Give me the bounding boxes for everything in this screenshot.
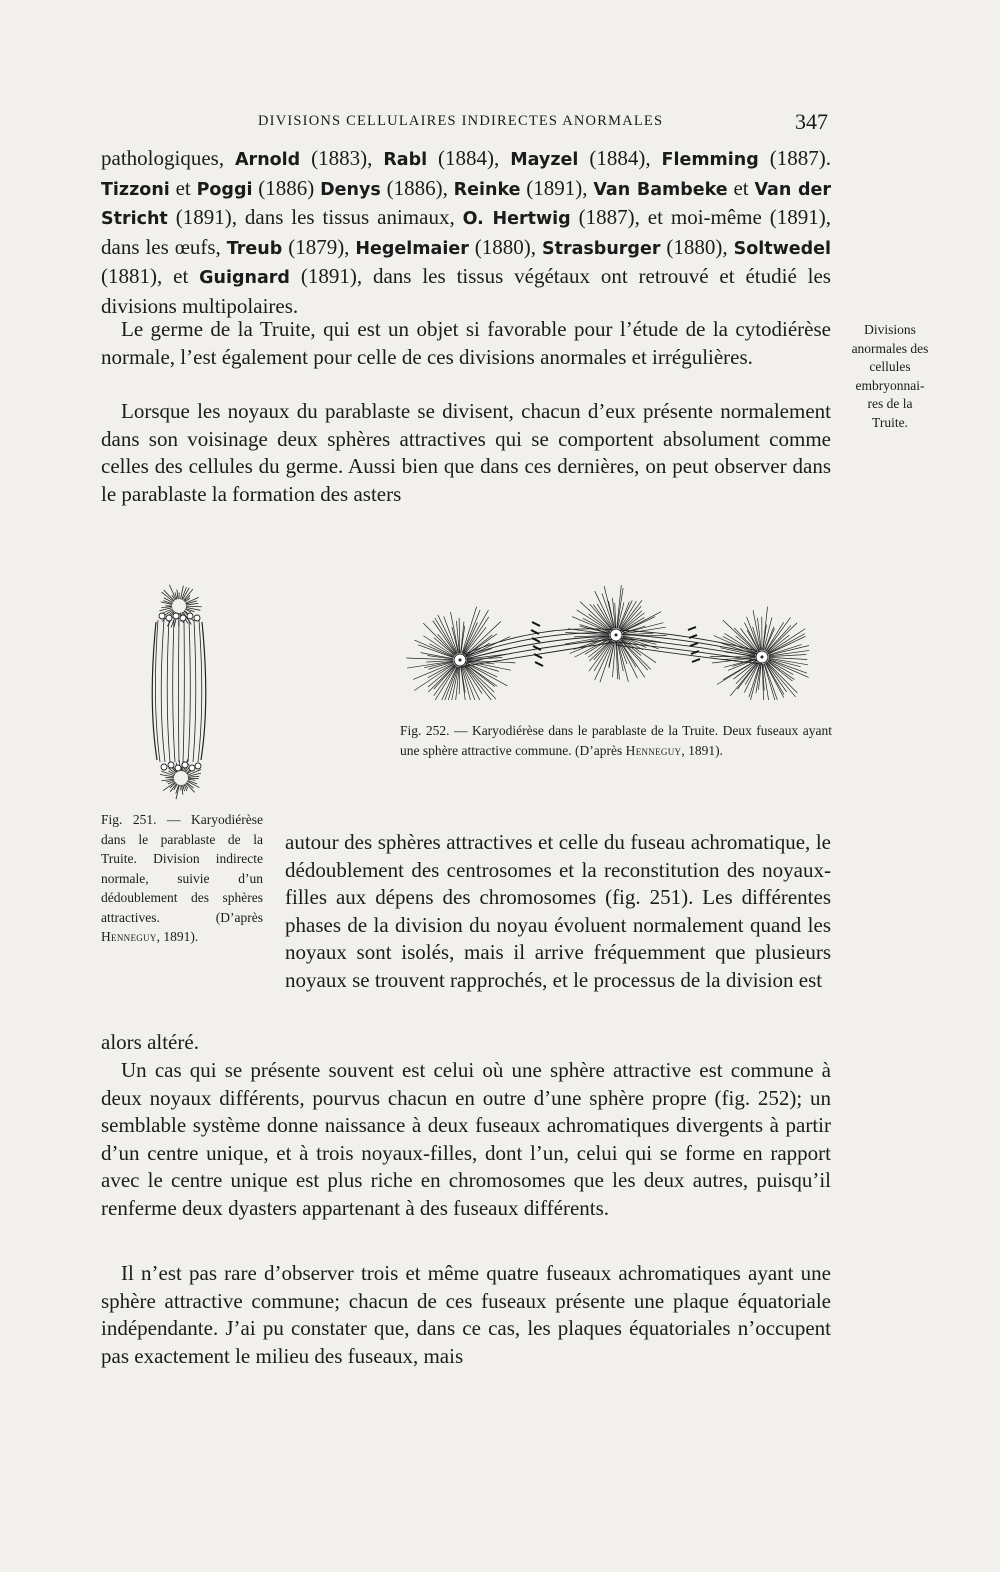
caption-author: Henneguy	[625, 742, 682, 758]
paragraph-authors: pathologiques, Arnold (1883), Rabl (1884), Mayzel (1884), Flemming (1887). Tizzoni et Poggi (1886) Denys (1886), Reinke (1891), Van Bambeke et Van der Stricht (1891), dans les tissus animaux, O. Hertwig (1887), et moi-même (1891), dans les œufs, Treub (1879), Hegelmaier (1880), Strasburger (1880), Soltwedel (1881), et Guignard (1891), dans les tissus végétaux ont retrouvé et étudié les divisions multipolaires.	[101, 146, 832, 318]
figure-252-illustration	[398, 578, 822, 700]
author-hertwig: O. Hertwig	[462, 209, 571, 229]
page-number: 347	[795, 109, 828, 134]
page-header	[258, 109, 828, 133]
author-tizzoni: Tizzoni	[101, 179, 170, 200]
margin-note-line: cellules	[869, 359, 911, 374]
author-hegelmaier: Hegelmaier	[355, 238, 469, 259]
paragraph-continued-beside-figure: autour des sphères attractives et celle du fuseau achromatique, le dédoublement des centrosomes et la reconstitution des noyaux-filles aux dépens des chromosomes (fig. 251). Les différentes phases de la division du noyau évoluent normalement quand les noyaux sont isolés, mais il arrive fréquemment que plusieurs noyaux se trouvent rapprochés, et le processus de la division est	[285, 830, 831, 992]
author-treub: Treub	[226, 238, 283, 259]
author-rabl: Rabl	[383, 150, 428, 170]
author-flemming: Flemming	[661, 150, 759, 170]
figure-252-caption: Fig. 252. — Karyodiérèse dans le parablaste de la Truite. Deux fuseaux ayant une sphère attractive commune. (D’après Henneguy, 1891).	[400, 723, 832, 758]
margin-note-line: Divisions	[864, 322, 916, 337]
author-reinke: Reinke	[453, 179, 521, 200]
author-poggi: Poggi	[196, 179, 253, 200]
margin-note	[836, 321, 944, 432]
figure-251-caption: Fig. 251. — Karyodiérèse dans le parablaste de la Truite. Division indirecte normale, suivie d’un dédoublement des sphères attractives. (D’après Henneguy, 1891).	[101, 812, 263, 944]
paragraph-multiple-spindles: Il n’est pas rare d’observer trois et même quatre fuseaux achromatiques ayant une sphère attractive commune; chacun de ces fuseaux présente une plaque équatoriale indépendante. J’ai pu constater que, dans ce cas, les plaques équatoriales n’occupent pas exactement le milieu des fuseaux, mais	[101, 1261, 831, 1368]
paragraph-shared-sphere: Un cas qui se présente souvent est celui où une sphère attractive est commune à deux noyaux différents, pourvus chacun en outre d’une sphère propre (fig. 252); un semblable système donne naissance à deux fuseaux achromatiques divergents à partir d’un centre unique, et à trois noyaux-filles, dont l’un, celui qui se forme en rapport avec le centre unique est plus riche en chromosomes que les deux autres, puisqu’il renferme deux dyasters appartenant à des fuseaux différents.	[101, 1058, 831, 1220]
figure-251-illustration	[138, 582, 220, 802]
author-denys: Denys	[320, 179, 381, 200]
margin-note-line: res de la	[867, 396, 913, 411]
margin-note-line: anormales des	[851, 340, 929, 356]
paragraph-germe: Le germe de la Truite, qui est un objet si favorable pour l’étude de la cytodiérèse normale, l’est également pour celle de ces divisions anormales et irrégulières.	[101, 317, 831, 369]
running-title: DIVISIONS CELLULAIRES INDIRECTES ANORMALES	[258, 113, 664, 129]
author-van-bambeke: Van Bambeke	[593, 179, 728, 200]
author-soltwedel: Soltwedel	[733, 238, 832, 259]
caption-author: Henneguy	[101, 929, 157, 944]
author-van-der-stricht: Van der Stricht	[101, 179, 831, 229]
author-mayzel: Mayzel	[510, 150, 579, 170]
author-guignard: Guignard	[199, 268, 290, 288]
margin-note-line: Truite.	[872, 414, 908, 430]
paragraph-end-line: alors altéré.	[101, 1030, 199, 1054]
author-arnold: Arnold	[235, 150, 301, 170]
author-strasburger: Strasburger	[541, 238, 661, 259]
paragraph-noyaux: Lorsque les noyaux du parablaste se divisent, chacun d’eux présente normalement dans son voisinage deux sphères attractives qui se comportent absolument comme celles des cellules du germe. Aussi bien que dans ces dernières, on peut observer dans le parablaste la formation des asters	[101, 399, 831, 506]
margin-note-line: embryonnai-	[855, 377, 925, 393]
